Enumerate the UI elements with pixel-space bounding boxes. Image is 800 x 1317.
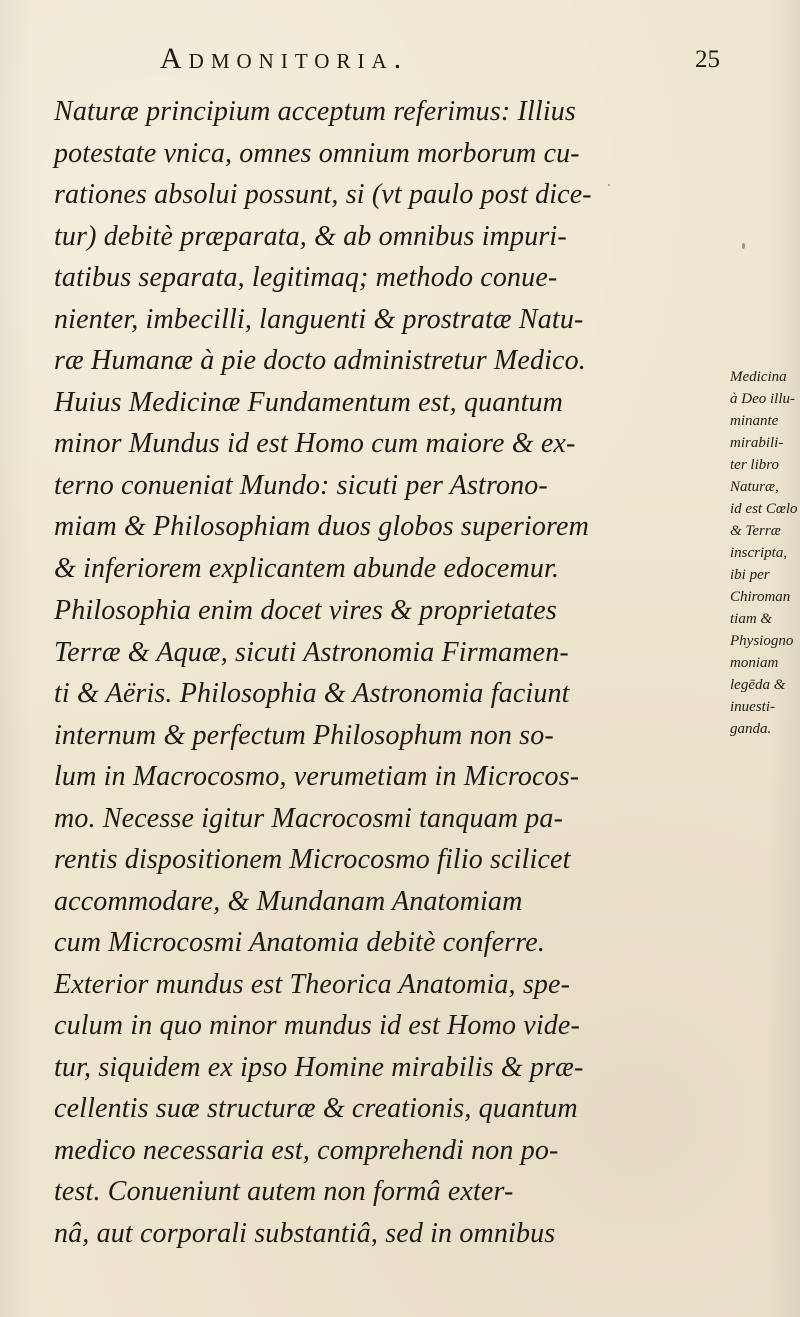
margin-note-line: ter libro xyxy=(730,457,780,473)
margin-note-line: Chiroman xyxy=(730,589,791,605)
text-line: internum & perfectum Philosophum non so- xyxy=(54,720,554,751)
margin-note-line: & Terræ xyxy=(730,523,781,539)
page-number: 25 xyxy=(695,46,720,73)
margin-note-line: moniam xyxy=(730,655,779,671)
margin-note-line: Naturæ, xyxy=(730,479,779,495)
text-line: potestate vnica, omnes omnium morborum cu- xyxy=(54,138,580,169)
margin-note-line: à Deo illu- xyxy=(730,391,795,407)
text-line: nâ, aut corporali substantiâ, sed in omnibus xyxy=(54,1218,556,1249)
text-line: nienter, imbecilli, languenti & prostratæ Natu- xyxy=(54,304,584,335)
text-line: accommodare, & Mundanam Anatomiam xyxy=(54,886,523,917)
text-line: Huius Medicinæ Fundamentum est, quantum xyxy=(54,387,564,418)
text-line: tatibus separata, legitimaq; methodo conue- xyxy=(54,262,558,293)
text-line: Terræ & Aquæ, sicuti Astronomia Firmamen- xyxy=(54,637,569,668)
margin-note-line: ibi per xyxy=(730,567,770,583)
margin-note-line: id est Cœlo xyxy=(730,501,798,517)
text-line: Naturæ principium acceptum referimus: Illius xyxy=(54,96,576,127)
margin-note-line: inscripta, xyxy=(730,545,788,561)
margin-note-line: Medicina xyxy=(730,369,787,385)
text-line: rationes absolui possunt, si (vt paulo post dice- xyxy=(54,179,592,210)
margin-note-line: tiam & xyxy=(730,611,773,627)
main-text xyxy=(54,90,728,1249)
margin-note-line: minante xyxy=(730,413,779,429)
text-line: ræ Humanæ à pie docto administretur Medico. xyxy=(54,345,586,376)
text-line: Philosophia enim docet vires & proprietates xyxy=(54,595,557,626)
text-line: lum in Macrocosmo, verumetiam in Microcos- xyxy=(54,761,580,792)
text-line: tur) debitè præparata, & ab omnibus impuri- xyxy=(54,221,567,252)
text-line: miam & Philosophiam duos globos superiorem xyxy=(54,511,589,542)
text-line: cum Microcosmi Anatomia debitè conferre. xyxy=(54,927,545,958)
text-line: test. Conueniunt autem non formâ exter- xyxy=(54,1176,514,1207)
margin-note-line: mirabili- xyxy=(730,435,784,451)
text-line: culum in quo minor mundus id est Homo vide- xyxy=(54,1010,580,1041)
text-line: rentis dispositionem Microcosmo filio scilicet xyxy=(54,844,571,875)
margin-note-line: ganda. xyxy=(730,721,772,737)
text-line: minor Mundus id est Homo cum maiore & ex- xyxy=(54,428,576,459)
text-line: mo. Necesse igitur Macrocosmi tanquam pa- xyxy=(54,803,564,834)
text-line: medico necessaria est, comprehendi non po- xyxy=(54,1135,559,1166)
text-line: & inferiorem explicantem abunde edocemur. xyxy=(54,553,560,584)
text-line: cellentis suæ structuræ & creationis, quantum xyxy=(54,1093,578,1124)
text-line: terno conueniat Mundo: sicuti per Astrono- xyxy=(54,470,548,501)
text-line: ti & Aëris. Philosophia & Astronomia faciunt xyxy=(54,678,570,709)
ink-speck xyxy=(742,243,745,249)
running-title: Admonitoria. xyxy=(160,42,409,75)
text-line: tur, siquidem ex ipso Homine mirabilis & præ- xyxy=(54,1052,584,1083)
text-line: Exterior mundus est Theorica Anatomia, spe- xyxy=(54,969,571,1000)
margin-note xyxy=(730,370,798,800)
page-header xyxy=(160,42,720,90)
margin-note-line: legēda & xyxy=(730,677,786,693)
margin-note-line: Physiogno xyxy=(730,633,794,649)
margin-note-line: inuesti- xyxy=(730,699,775,715)
ink-speck xyxy=(608,184,610,186)
